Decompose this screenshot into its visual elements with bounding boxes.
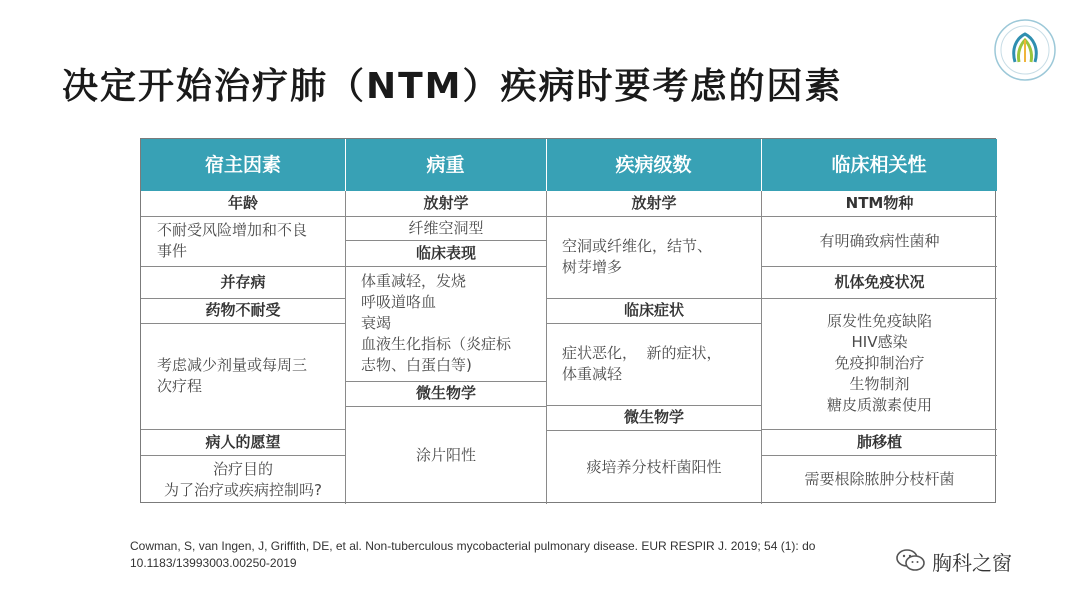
symptoms-text-line: 症状恶化， 新的症状， — [562, 344, 722, 362]
drug-text — [141, 323, 345, 429]
clinical-text-line: 体重减轻，发烧 — [361, 272, 467, 290]
wish-text-line: 治疗目的 — [212, 459, 273, 478]
ntm-species-text: 有明确致病性菌种 — [819, 231, 940, 250]
header-host-factors: 宿主因素 — [141, 139, 345, 191]
header-divider — [546, 139, 547, 191]
age-label: 年龄 — [227, 194, 258, 212]
clinical-presentation-text — [346, 266, 546, 381]
severity-micro-text: 涂片阳性 — [415, 445, 476, 464]
clinical-presentation-label: 临床表现 — [415, 243, 476, 262]
ntm-species-label: NTM物种 — [845, 194, 914, 212]
wish-text — [141, 455, 345, 504]
wish-label: 病人的愿望 — [205, 432, 281, 451]
drug-text-line: 考虑减少剂量或每周三 — [157, 356, 308, 374]
immune-text-line: 生物制剂 — [849, 375, 910, 393]
watermark-text: 胸科之窗 — [932, 550, 1012, 575]
progression-radiology-text — [547, 216, 761, 298]
header-severity: 病重 — [345, 139, 546, 191]
age-text-line: 不耐受风险增加和不良 — [157, 221, 308, 239]
lung-transplant-label: 肺移植 — [856, 432, 902, 451]
severity-radiology-text: 纤维空洞型 — [408, 218, 484, 237]
comorbidity-label: 并存病 — [220, 272, 266, 291]
progression-radiology-label: 放射学 — [631, 194, 677, 212]
clinical-text-line: 血液生化指标（炎症标 — [361, 335, 512, 353]
immune-text-line: 糖皮质激素使用 — [826, 396, 932, 414]
factors-table — [140, 138, 996, 503]
severity-micro-label: 微生物学 — [415, 384, 476, 402]
immune-status-text — [762, 298, 997, 429]
severity-radiology-label: 放射学 — [423, 194, 469, 212]
progression-micro-label: 微生物学 — [623, 408, 684, 426]
header-disease-progression: 疾病级数 — [546, 139, 761, 191]
drug-text-line: 次疗程 — [157, 377, 203, 395]
lung-transplant-text: 需要根除脓肿分枝杆菌 — [804, 470, 955, 488]
header-divider — [761, 139, 762, 191]
progression-micro-text: 痰培养分枝杆菌阳性 — [586, 457, 722, 476]
progression-radiology-line: 树芽增多 — [562, 258, 623, 276]
immune-status-label: 机体免疫状况 — [834, 272, 925, 291]
clinical-symptoms-label: 临床症状 — [623, 301, 684, 319]
wechat-icon — [896, 548, 926, 574]
clinical-text-line: 呼吸道咯血 — [361, 293, 437, 311]
clinical-text-line: 衰竭 — [361, 314, 392, 332]
society-logo-icon — [993, 18, 1057, 82]
watermark — [896, 546, 1012, 576]
header-clinical-relevance: 临床相关性 — [761, 139, 997, 191]
age-text-line: 事件 — [157, 242, 188, 260]
wish-text-line: 为了治疗或疾病控制吗? — [164, 480, 322, 499]
clinical-symptoms-text — [547, 323, 761, 405]
citation — [130, 538, 910, 572]
progression-radiology-line: 空洞或纤维化，结节、 — [562, 237, 713, 255]
clinical-text-line: 志物、白蛋白等) — [361, 356, 472, 374]
citation-line: Cowman, S, van Ingen, J, Griffith, DE, et al. Non-tuberculous mycobacterial pulmonary disease. EUR RESPIR J. 2019; 54 (1): do — [130, 539, 816, 553]
immune-text-line: 免疫抑制治疗 — [834, 354, 925, 372]
immune-text-line: 原发性免疫缺陷 — [826, 312, 932, 330]
drug-intolerance-label: 药物不耐受 — [205, 301, 281, 319]
immune-text-line: HIV感染 — [851, 333, 908, 351]
symptoms-text-line: 体重减轻 — [562, 365, 623, 383]
citation-doi: 10.1183/13993003.00250-2019 — [130, 556, 297, 570]
slide-title: 决定开始治疗肺（NTM）疾病时要考虑的因素 — [62, 66, 843, 107]
age-text — [141, 216, 345, 266]
